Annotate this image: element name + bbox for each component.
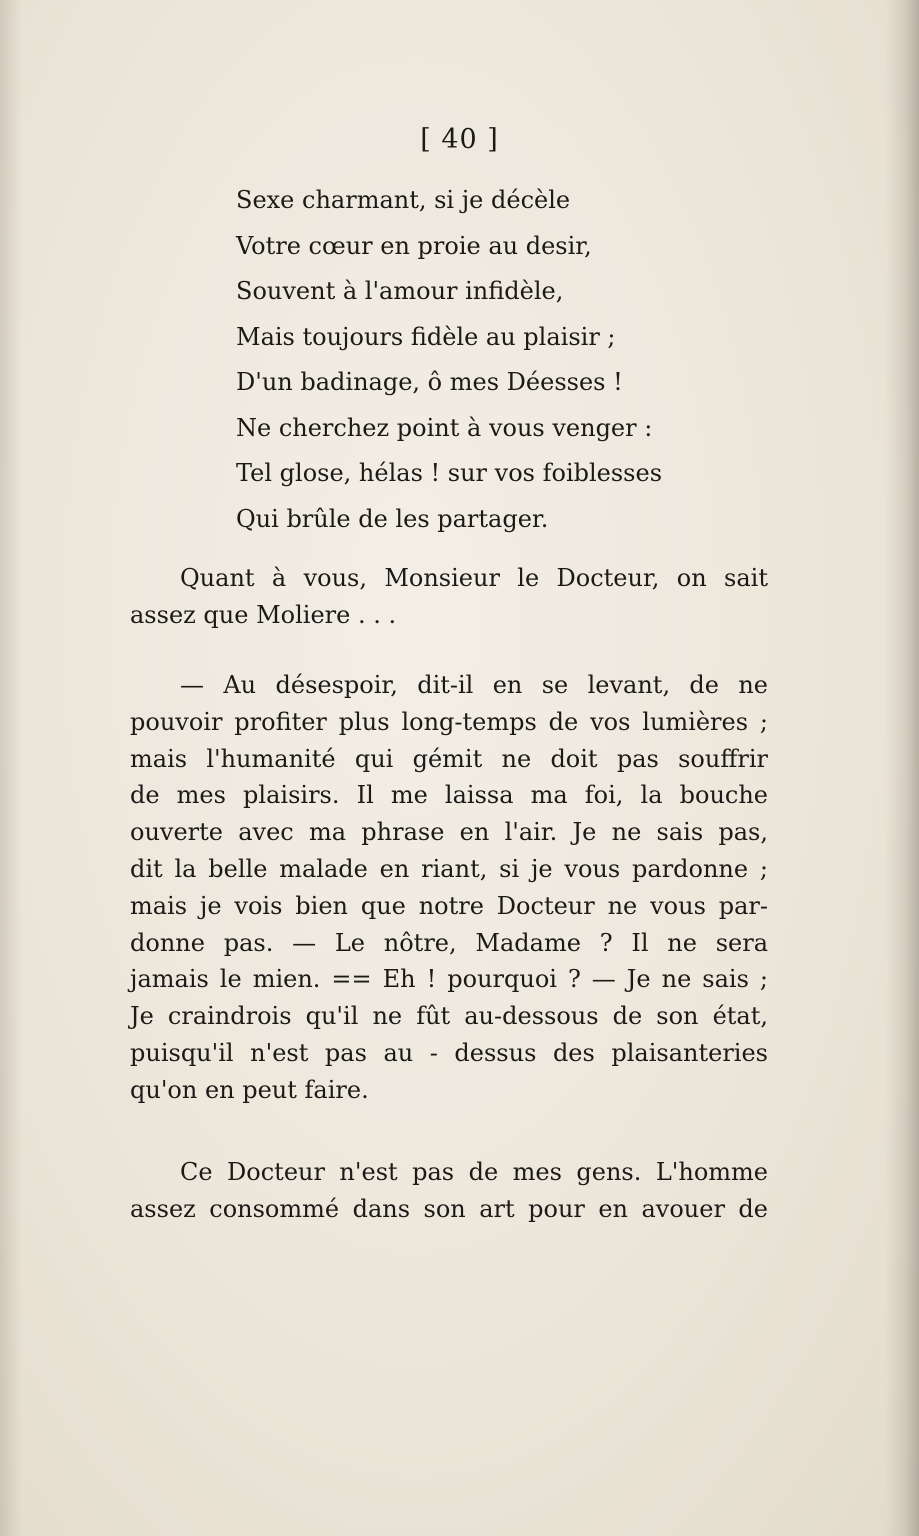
text-line: Je craindrois qu'il ne fût au-dessous de son état, [130, 1002, 768, 1031]
verse-stanza [236, 178, 796, 542]
paragraph-docteur-moliere [130, 560, 768, 634]
verse-line: Souvent à l'amour infidèle, [236, 277, 564, 305]
text-line: ouverte avec ma phrase en l'air. Je ne sais pas, [130, 818, 768, 847]
text-line: qu'on en peut faire. [130, 1075, 369, 1104]
verse-line: Mais toujours fidèle au plaisir ; [236, 322, 616, 351]
text-line: Quant à vous, Monsieur le Docteur, on sait [180, 564, 768, 592]
paragraph-dialogue [130, 667, 768, 1109]
page-number: [ 40 ] [420, 124, 499, 155]
text-line: assez consommé dans son art pour en avouer de [130, 1194, 768, 1223]
text-line: Ce Docteur n'est pas de mes gens. L'homme [180, 1158, 768, 1186]
paragraph-docteur-gens [130, 1154, 768, 1228]
text-line: jamais le mien. == Eh ! pourquoi ? — Je ne sais ; [130, 965, 768, 994]
text-line: de mes plaisirs. Il me laissa ma foi, la bouche [130, 781, 768, 810]
text-line: mais l'humanité qui gémit ne doit pas souffrir [130, 744, 768, 773]
text-line: assez que Moliere . . . [130, 600, 397, 629]
verse-line: Sexe charmant, si je décèle [236, 186, 571, 214]
verse-line: D'un badinage, ô mes Déesses ! [236, 368, 623, 396]
text-line: puisqu'il n'est pas au - dessus des plaisanteries [130, 1038, 768, 1067]
binding-gutter-shadow [885, 0, 919, 1536]
text-line: — Au désespoir, dit-il en se levant, de ne [180, 671, 768, 699]
text-line: mais je vois bien que notre Docteur ne vous par- [130, 891, 768, 920]
verse-line: Tel glose, hélas ! sur vos foiblesses [236, 459, 663, 487]
verse-line: Votre cœur en proie au desir, [236, 231, 592, 260]
text-line: dit la belle malade en riant, si je vous pardonne ; [130, 854, 768, 883]
verse-line: Ne cherchez point à vous venger : [236, 413, 653, 442]
verse-line: Qui brûle de les partager. [236, 504, 549, 533]
text-line: pouvoir profiter plus long-temps de vos lumières ; [130, 707, 768, 736]
text-line: donne pas. — Le nôtre, Madame ? Il ne sera [130, 928, 768, 957]
page-edge-shadow [0, 0, 22, 1536]
